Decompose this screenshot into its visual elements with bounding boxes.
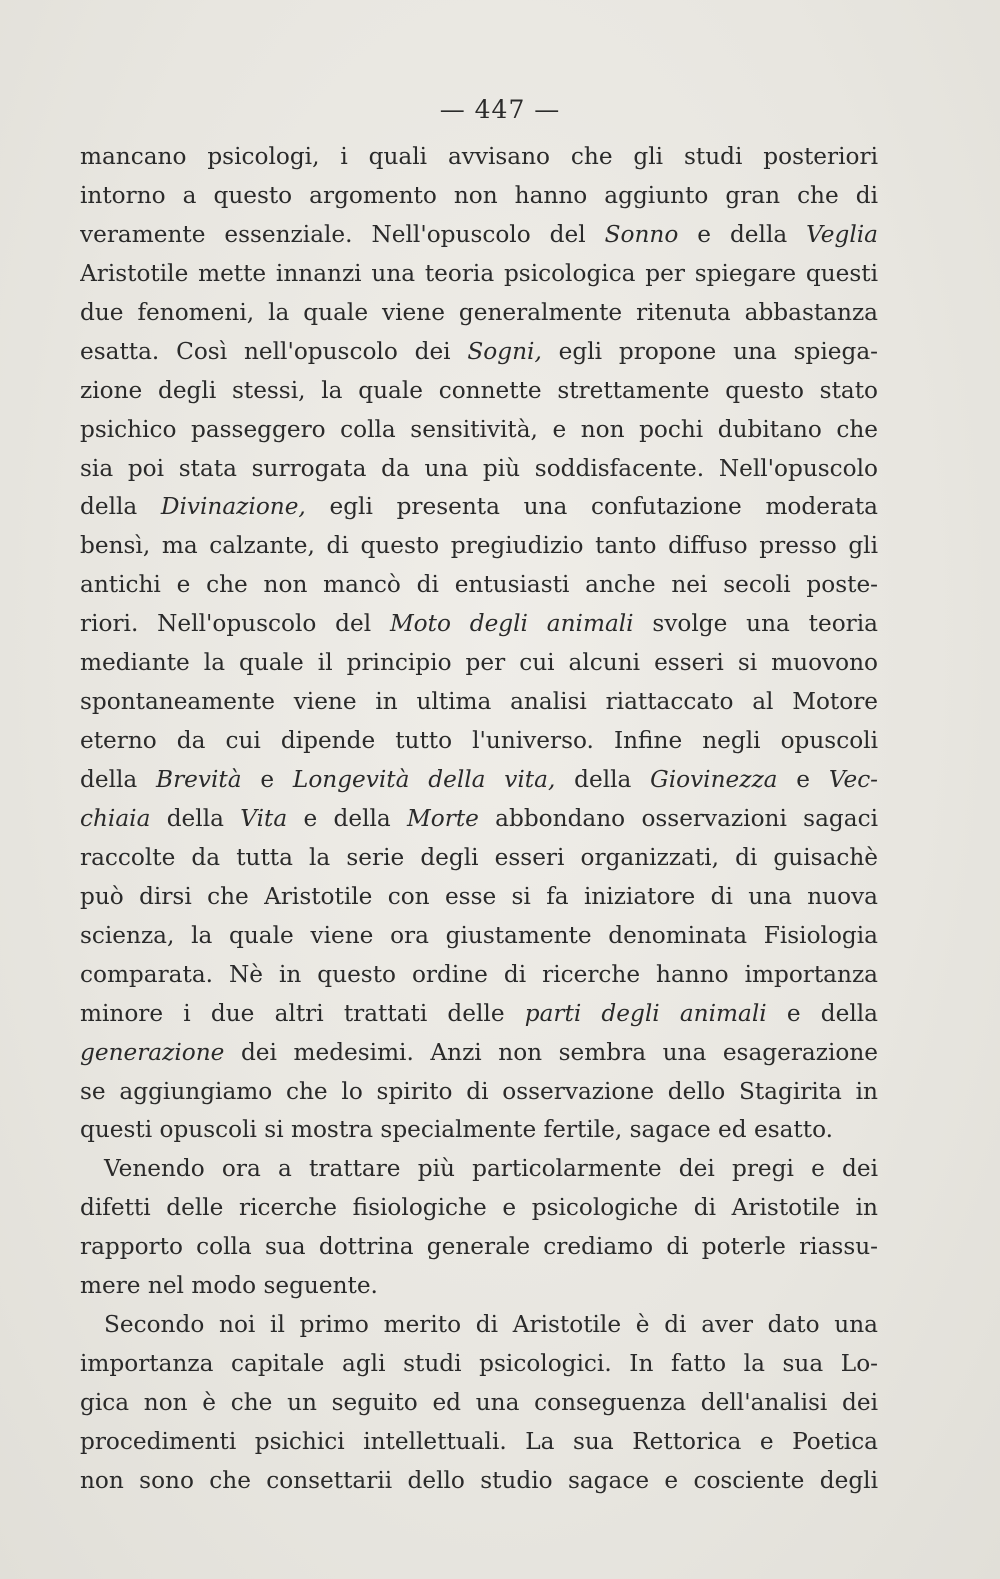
- text-segment: eterno da cui dipende tutto l'universo. Infine negli opuscoli: [80, 727, 878, 755]
- text-line: [80, 177, 878, 216]
- text-segment: mancano psicologi, i quali avvisano che gli studi posteriori: [80, 143, 878, 170]
- text-line: [80, 995, 878, 1034]
- text-segment: antichi e che non mancò di entusiasti anche nei secoli poste-: [80, 571, 878, 599]
- text-segment: egli propone una spiega-: [541, 337, 878, 365]
- text-segment: procedimenti psichici intellettuali. La sua Rettorica e Poetica: [80, 1427, 878, 1455]
- text-segment: minore i due altri trattati delle: [80, 999, 525, 1027]
- text-segment: due fenomeni, la quale viene generalmente ritenuta abbastanza: [80, 298, 878, 326]
- text-line: [80, 644, 878, 683]
- text-segment: non sono che consettarii dello studio sagace e cosciente degli: [80, 1466, 878, 1494]
- text-segment: intorno a questo argomento non hanno aggiunto gran che di: [80, 181, 878, 209]
- text-segment: della: [80, 493, 161, 521]
- text-segment: mere nel modo seguente.: [80, 1272, 378, 1300]
- text-segment: veramente essenziale. Nell'opuscolo del: [80, 220, 605, 248]
- text-segment: e: [241, 766, 293, 793]
- text-segment: della: [150, 804, 241, 832]
- text-line: [80, 1111, 878, 1150]
- text-segment: zione degli stessi, la quale connette strettamente questo stato: [80, 376, 878, 404]
- text-segment: della: [80, 766, 157, 793]
- text-segment: Venendo ora a trattare più particolarmente dei pregi e dei: [104, 1155, 878, 1183]
- italic-text: Divinazione,: [160, 493, 306, 521]
- text-line: [80, 839, 878, 878]
- text-segment: se aggiungiamo che lo spirito di osservazione dello Stagirita in: [80, 1077, 878, 1105]
- text-segment: rapporto colla sua dottrina generale crediamo di poterle riassu-: [80, 1233, 878, 1261]
- italic-text: Sonno: [604, 220, 679, 248]
- text-line: [80, 333, 878, 372]
- text-segment: difetti delle ricerche fisiologiche e psicologiche di Aristotile in: [80, 1194, 878, 1222]
- italic-text: Sogni,: [467, 337, 542, 365]
- italic-text: Vec-: [828, 766, 878, 793]
- text-segment: Aristotile mette innanzi una teoria psicologica per spiegare questi: [80, 259, 878, 287]
- text-line: [80, 605, 878, 644]
- text-line: [80, 1267, 878, 1306]
- text-line: [80, 138, 878, 177]
- italic-text: Vita: [240, 804, 288, 832]
- text-segment: e della: [678, 220, 807, 248]
- italic-text: Brevità: [156, 766, 242, 793]
- text-line: [80, 683, 878, 722]
- text-segment: della: [555, 766, 651, 793]
- text-segment: importanza capitale agli studi psicologici. In fatto la sua Lo-: [80, 1350, 878, 1378]
- text-line: [80, 956, 878, 995]
- text-segment: bensì, ma calzante, di questo pregiudizio tanto diffuso presso gli: [80, 532, 878, 560]
- text-segment: esatta. Così nell'opuscolo dei: [80, 337, 468, 365]
- text-line: [80, 878, 878, 917]
- body-text: [80, 138, 878, 1501]
- italic-text: chiaia: [80, 804, 151, 832]
- text-line: [80, 294, 878, 333]
- text-line: [80, 1384, 878, 1423]
- text-segment: sia poi stata surrogata da una più soddisfacente. Nell'opuscolo: [80, 454, 878, 482]
- text-segment: e: [777, 766, 829, 793]
- text-line: [80, 1228, 878, 1267]
- text-line: [80, 1189, 878, 1228]
- text-segment: dei medesimi. Anzi non sembra una esagerazione: [224, 1038, 878, 1066]
- text-line: [80, 216, 878, 255]
- italic-text: parti degli animali: [524, 999, 767, 1027]
- text-line: [80, 800, 878, 839]
- text-segment: scienza, la quale viene ora giustamente denominata Fisiologia: [80, 921, 878, 949]
- italic-text: Giovinezza: [650, 766, 778, 793]
- italic-text: generazione: [80, 1038, 225, 1066]
- italic-text: Morte: [407, 804, 479, 832]
- text-line: [80, 527, 878, 566]
- text-line: [80, 1034, 878, 1073]
- text-line: [80, 1306, 878, 1345]
- text-line: [80, 255, 878, 294]
- text-segment: mediante la quale il principio per cui alcuni esseri si muovono: [80, 649, 878, 677]
- text-segment: e della: [766, 999, 878, 1027]
- text-segment: può dirsi che Aristotile con esse si fa iniziatore di una nuova: [80, 882, 878, 910]
- text-line: [80, 1150, 878, 1189]
- text-segment: abbondano osservazioni sagaci: [478, 804, 878, 832]
- text-line: [80, 1423, 878, 1462]
- text-segment: svolge una teoria: [633, 610, 878, 638]
- text-segment: psichico passeggero colla sensitività, e non pochi dubitano che: [80, 415, 878, 443]
- text-line: [80, 372, 878, 411]
- page-number: — 447 —: [439, 95, 561, 124]
- text-line: [80, 917, 878, 956]
- text-segment: raccolte da tutta la serie degli esseri organizzati, di guisachè: [80, 843, 878, 871]
- text-segment: spontaneamente viene in ultima analisi riattaccato al Motore: [80, 688, 878, 716]
- text-line: [80, 488, 878, 527]
- text-line: [80, 566, 878, 605]
- text-line: [80, 1462, 878, 1501]
- text-segment: Secondo noi il primo merito di Aristotile è di aver dato una: [104, 1311, 878, 1339]
- text-line: [80, 1073, 878, 1112]
- text-line: [80, 722, 878, 761]
- text-segment: gica non è che un seguito ed una conseguenza dell'analisi dei: [80, 1389, 878, 1416]
- text-segment: questi opuscoli si mostra specialmente fertile, sagace ed esatto.: [80, 1116, 833, 1144]
- text-line: [80, 411, 878, 450]
- italic-text: Moto degli animali: [389, 610, 634, 638]
- text-segment: comparata. Nè in questo ordine di ricerche hanno importanza: [80, 960, 878, 988]
- text-segment: e della: [287, 804, 408, 832]
- text-segment: riori. Nell'opuscolo del: [80, 610, 390, 638]
- text-line: [80, 1345, 878, 1384]
- text-line: [80, 761, 878, 800]
- italic-text: Veglia: [806, 220, 878, 248]
- italic-text: Longevità della vita,: [292, 766, 556, 793]
- text-segment: egli presenta una confutazione moderata: [305, 493, 878, 521]
- text-line: [80, 450, 878, 489]
